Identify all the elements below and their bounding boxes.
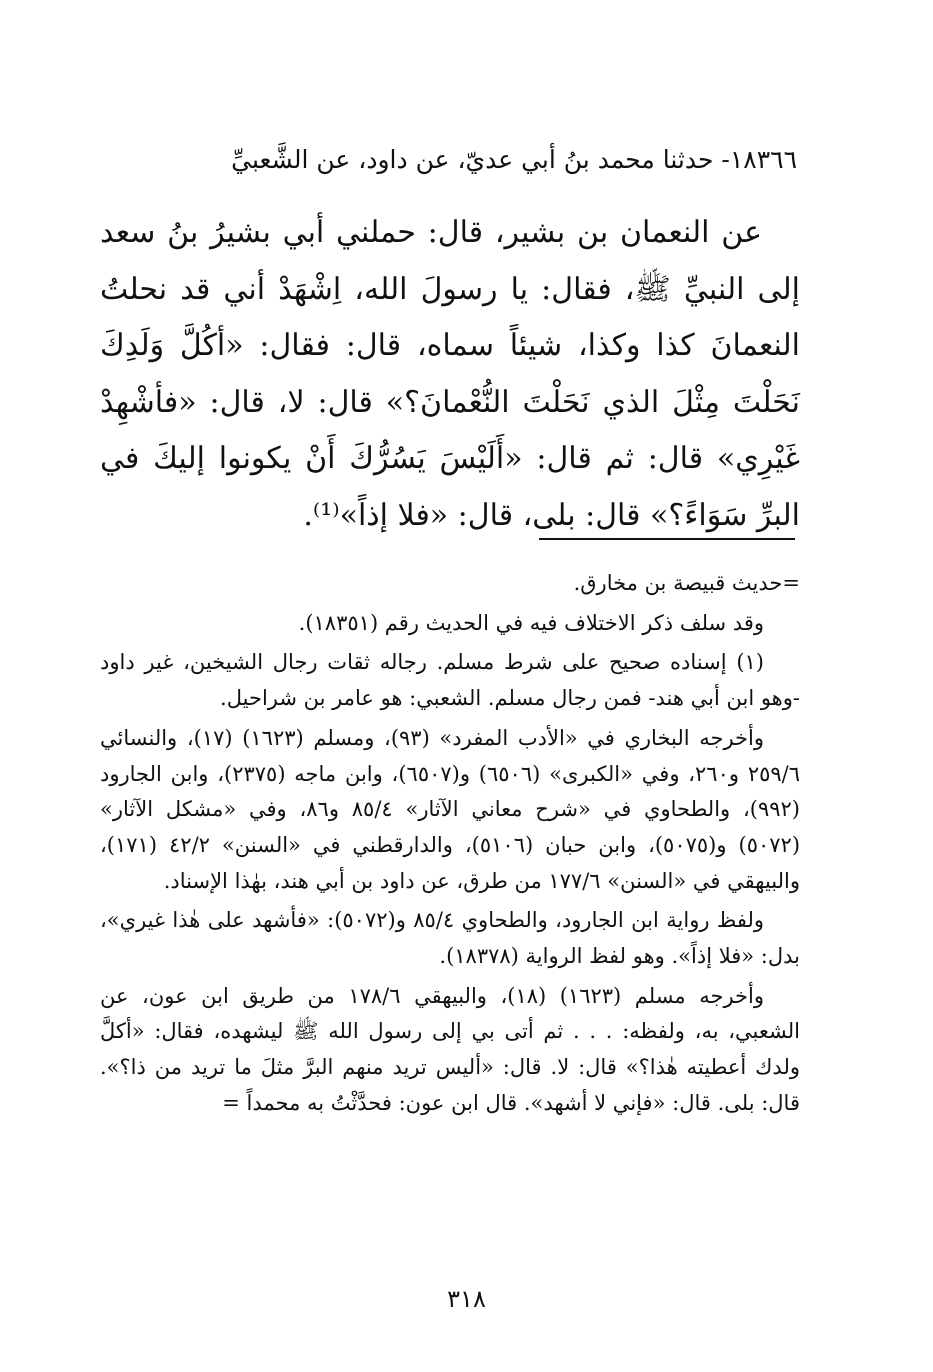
footnotes: [100, 566, 800, 1126]
footnote-paragraph: ولفظ رواية ابن الجارود، والطحاوي ٨٥/٤ و(٥٠٧٢): «فأشهد على هٰذا غيري»، بدل: «فلا إذاً». وهو لفظ الرواية (١٨٣٧٨).: [100, 908, 800, 969]
footnote-continuation: =حديث قبيصة بن مخارق.: [573, 571, 800, 595]
hadith-text: عن النعمان بن بشير، قال: حملني أبي بشيرُ بنُ سعد إلى النبيِّ ﷺ، فقال: يا رسولَ الله، اِشْهَدْ أني قد نحلتُ النعمانَ كذا وكذا، شيئاً سماه، قال: فقال: «أكُلَّ وَلَدِكَ نَحَلْتَ مِثْلَ الذي نَحَلْتَ النُّعْمانَ؟» قال: لا، قال: «فأشْهِدْ غَيْرِي» قال: ثم قال: «أَلَيْسَ يَسُرُّكَ أَنْ يكونوا إليكَ في البرِّ سَوَاءً؟» قال: بلى، قال: «فلا إذاً»⁽¹⁾.: [100, 215, 800, 533]
footnote-paragraph: وأخرجه مسلم (١٦٢٣) (١٨)، والبيهقي ١٧٨/٦ من طريق ابن عون، عن الشعبي، به، ولفظه: . . . ثم أتى بي إلى رسول الله ﷺ ليشهده، فقال: «أكلَّ ولدك أعطيته هٰذا؟» قال: لا. قال: «أليس تريد منهم البرَّ مثلَ ما تريد من ذا؟». قال: بلى. قال: «فإني لا أشهد». قال ابن عون: فحدَّثْتُ به محمداً =: [100, 983, 800, 1115]
hadith-text-block: [100, 205, 800, 544]
footnote-paragraph: وأخرجه البخاري في «الأدب المفرد» (٩٣)، ومسلم (١٦٢٣) (١٧)، والنسائي ٢٥٩/٦ و٢٦٠، وفي «الكبرى» (٦٥٠٦) و(٦٥٠٧)، وابن ماجه (٢٣٧٥)، وابن الجارود (٩٩٢)، والطحاوي في «شرح معاني الآثار» ٨٥/٤ و٨٦، وفي «مشكل الآثار» (٥٠٧٢) و(٥٠٧٥)، وابن حبان (٥١٠٦)، والدارقطني في «السنن» ٤٢/٢ (١٧١)، والبيهقي في «السنن» ١٧٧/٦ من طرق، عن داود بن أبي هند، بهٰذا الإسناد.: [100, 725, 801, 893]
page-number: ٣١٨: [447, 1285, 486, 1313]
footnote-1: (١) إسناده صحيح على شرط مسلم. رجاله ثقات رجال الشيخين، غير داود -وهو ابن أبي هند- فمن رجال مسلم. الشعبي: هو عامر بن شراحيل.: [100, 650, 800, 711]
footnote-separator: [539, 538, 795, 540]
footnote-paragraph: وقد سلف ذكر الاختلاف فيه في الحديث رقم (١٨٣٥١).: [298, 610, 764, 635]
hadith-heading: ١٨٣٦٦- حدثنا محمد بنُ أبي عديّ، عن داود، عن الشَّعبيِّ: [231, 145, 797, 174]
